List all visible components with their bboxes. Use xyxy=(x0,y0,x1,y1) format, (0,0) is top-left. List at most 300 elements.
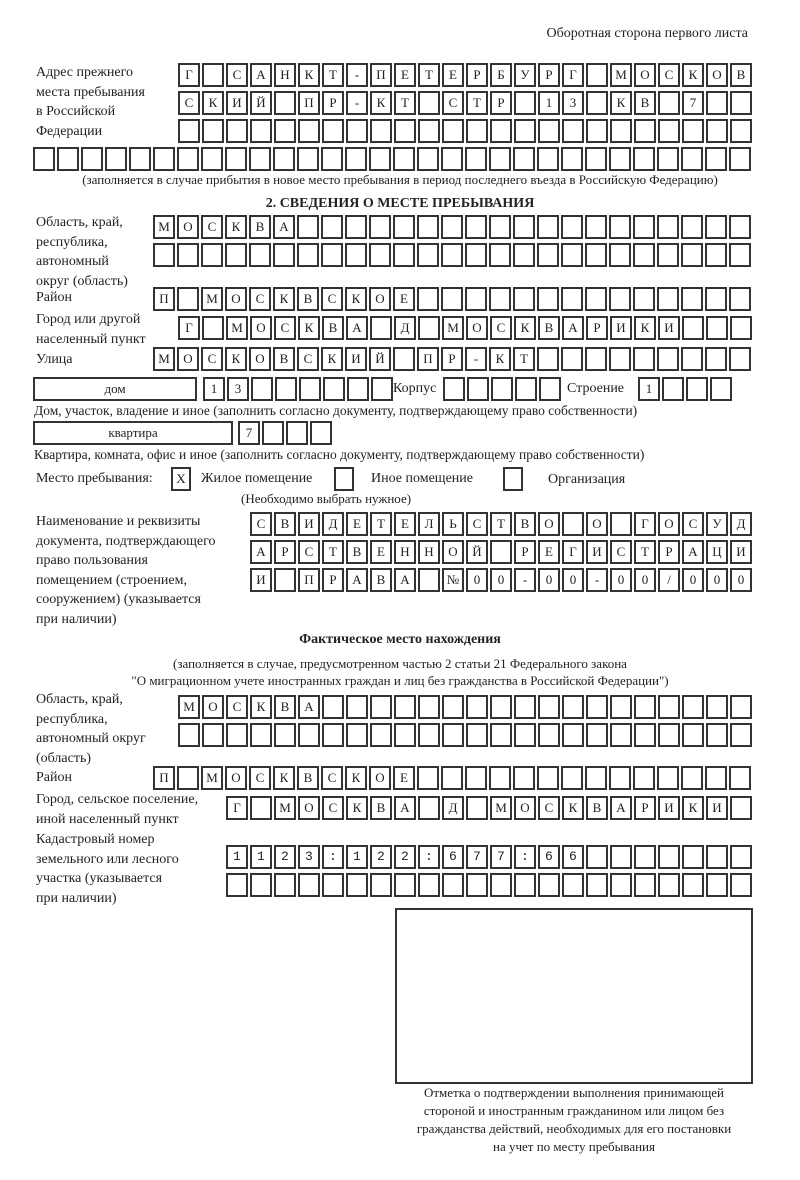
char-cell[interactable]: М xyxy=(226,316,248,340)
char-cell[interactable] xyxy=(177,287,199,311)
char-cell[interactable] xyxy=(299,377,321,401)
char-cell[interactable] xyxy=(634,119,656,143)
char-cell[interactable]: И xyxy=(226,91,248,115)
char-cell[interactable]: К xyxy=(273,287,295,311)
char-cell[interactable] xyxy=(274,119,296,143)
char-cell[interactable] xyxy=(585,147,607,171)
char-cell[interactable]: В xyxy=(322,316,344,340)
char-cell[interactable]: 0 xyxy=(730,568,752,592)
char-cell[interactable]: Г xyxy=(178,63,200,87)
char-cell[interactable]: А xyxy=(346,316,368,340)
char-cell[interactable]: С xyxy=(178,91,200,115)
char-cell[interactable] xyxy=(537,243,559,267)
char-cell[interactable] xyxy=(345,147,367,171)
char-cell[interactable]: И xyxy=(658,796,680,820)
char-cell[interactable] xyxy=(273,243,295,267)
char-cell[interactable] xyxy=(465,287,487,311)
char-cell[interactable]: 0 xyxy=(706,568,728,592)
char-cell[interactable]: Т xyxy=(513,347,535,371)
char-cell[interactable]: 1 xyxy=(203,377,225,401)
char-cell[interactable] xyxy=(561,215,583,239)
char-cell[interactable] xyxy=(226,723,248,747)
char-cell[interactable] xyxy=(609,147,631,171)
char-cell[interactable]: Н xyxy=(274,63,296,87)
char-cell[interactable] xyxy=(33,147,55,171)
char-cell[interactable]: П xyxy=(370,63,392,87)
char-cell[interactable]: О xyxy=(369,287,391,311)
char-cell[interactable] xyxy=(441,147,463,171)
char-cell[interactable] xyxy=(538,695,560,719)
char-cell[interactable] xyxy=(513,147,535,171)
char-cell[interactable]: П xyxy=(417,347,439,371)
char-cell[interactable]: О xyxy=(202,695,224,719)
char-cell[interactable]: С xyxy=(490,316,512,340)
char-cell[interactable]: А xyxy=(394,796,416,820)
char-cell[interactable] xyxy=(657,215,679,239)
char-cell[interactable]: Й xyxy=(466,540,488,564)
char-cell[interactable]: В xyxy=(297,766,319,790)
char-cell[interactable]: Е xyxy=(442,63,464,87)
char-cell[interactable] xyxy=(562,695,584,719)
char-cell[interactable]: 0 xyxy=(634,568,656,592)
char-cell[interactable] xyxy=(729,766,751,790)
char-cell[interactable] xyxy=(513,243,535,267)
char-cell[interactable] xyxy=(681,215,703,239)
char-cell[interactable]: О xyxy=(706,63,728,87)
char-cell[interactable]: О xyxy=(177,215,199,239)
char-cell[interactable] xyxy=(489,243,511,267)
char-cell[interactable]: Г xyxy=(562,540,584,564)
char-cell[interactable] xyxy=(202,119,224,143)
char-cell[interactable] xyxy=(489,215,511,239)
char-cell[interactable]: Д xyxy=(442,796,464,820)
char-cell[interactable]: О xyxy=(442,540,464,564)
char-cell[interactable]: А xyxy=(394,568,416,592)
char-cell[interactable]: К xyxy=(321,347,343,371)
char-cell[interactable]: К xyxy=(514,316,536,340)
char-cell[interactable]: О xyxy=(369,766,391,790)
char-cell[interactable] xyxy=(609,215,631,239)
char-cell[interactable] xyxy=(658,91,680,115)
char-cell[interactable]: И xyxy=(730,540,752,564)
char-cell[interactable] xyxy=(730,723,752,747)
char-cell[interactable] xyxy=(514,723,536,747)
char-cell[interactable] xyxy=(417,287,439,311)
char-cell[interactable] xyxy=(662,377,684,401)
char-cell[interactable] xyxy=(249,147,271,171)
char-cell[interactable] xyxy=(657,766,679,790)
char-cell[interactable]: Т xyxy=(490,512,512,536)
char-cell[interactable] xyxy=(686,377,708,401)
char-cell[interactable]: 0 xyxy=(490,568,512,592)
char-cell[interactable] xyxy=(586,63,608,87)
char-cell[interactable]: Г xyxy=(562,63,584,87)
char-cell[interactable]: К xyxy=(634,316,656,340)
char-cell[interactable]: А xyxy=(682,540,704,564)
char-cell[interactable] xyxy=(441,287,463,311)
char-cell[interactable]: Е xyxy=(394,63,416,87)
char-cell[interactable]: К xyxy=(346,796,368,820)
char-cell[interactable]: В xyxy=(249,215,271,239)
char-cell[interactable]: 3 xyxy=(227,377,249,401)
char-cell[interactable] xyxy=(539,377,561,401)
char-cell[interactable]: Ц xyxy=(706,540,728,564)
char-cell[interactable] xyxy=(298,119,320,143)
char-cell[interactable]: О xyxy=(298,796,320,820)
char-cell[interactable] xyxy=(346,119,368,143)
char-cell[interactable]: А xyxy=(298,695,320,719)
char-cell[interactable] xyxy=(346,723,368,747)
char-cell[interactable] xyxy=(609,287,631,311)
char-cell[interactable]: - xyxy=(586,568,608,592)
char-cell[interactable] xyxy=(443,377,465,401)
char-cell[interactable]: К xyxy=(298,316,320,340)
char-cell[interactable] xyxy=(657,347,679,371)
char-cell[interactable] xyxy=(225,243,247,267)
char-cell[interactable]: И xyxy=(298,512,320,536)
char-cell[interactable] xyxy=(202,63,224,87)
char-cell[interactable]: П xyxy=(298,91,320,115)
char-cell[interactable] xyxy=(297,215,319,239)
char-cell[interactable]: 0 xyxy=(562,568,584,592)
char-cell[interactable]: Р xyxy=(490,91,512,115)
char-cell[interactable]: С xyxy=(249,766,271,790)
char-cell[interactable] xyxy=(178,119,200,143)
char-cell[interactable] xyxy=(297,147,319,171)
char-cell[interactable] xyxy=(153,147,175,171)
char-cell[interactable]: К xyxy=(345,766,367,790)
char-cell[interactable]: С xyxy=(226,695,248,719)
flat-type-field[interactable]: квартира xyxy=(33,421,233,445)
char-cell[interactable]: Т xyxy=(370,512,392,536)
char-cell[interactable] xyxy=(658,695,680,719)
char-cell[interactable] xyxy=(586,91,608,115)
char-cell[interactable] xyxy=(610,723,632,747)
char-cell[interactable] xyxy=(321,215,343,239)
char-cell[interactable]: И xyxy=(658,316,680,340)
char-cell[interactable]: В xyxy=(346,540,368,564)
char-cell[interactable] xyxy=(586,723,608,747)
char-cell[interactable]: С xyxy=(249,287,271,311)
char-cell[interactable] xyxy=(730,316,752,340)
char-cell[interactable]: 0 xyxy=(466,568,488,592)
char-cell[interactable] xyxy=(297,243,319,267)
char-cell[interactable] xyxy=(710,377,732,401)
char-cell[interactable] xyxy=(562,723,584,747)
char-cell[interactable]: Р xyxy=(441,347,463,371)
char-cell[interactable]: Т xyxy=(418,63,440,87)
char-cell[interactable]: Ь xyxy=(442,512,464,536)
char-cell[interactable]: А xyxy=(610,796,632,820)
char-cell[interactable]: В xyxy=(538,316,560,340)
char-cell[interactable] xyxy=(370,695,392,719)
char-cell[interactable] xyxy=(681,243,703,267)
char-cell[interactable]: В xyxy=(370,568,392,592)
char-cell[interactable] xyxy=(274,723,296,747)
char-cell[interactable]: О xyxy=(225,766,247,790)
char-cell[interactable] xyxy=(514,119,536,143)
char-cell[interactable]: Д xyxy=(730,512,752,536)
char-cell[interactable]: - xyxy=(514,568,536,592)
char-cell[interactable]: А xyxy=(562,316,584,340)
char-cell[interactable] xyxy=(393,215,415,239)
char-cell[interactable]: А xyxy=(346,568,368,592)
char-cell[interactable] xyxy=(250,723,272,747)
char-cell[interactable] xyxy=(466,119,488,143)
char-cell[interactable]: О xyxy=(249,347,271,371)
char-cell[interactable]: О xyxy=(250,316,272,340)
char-cell[interactable] xyxy=(585,287,607,311)
char-cell[interactable] xyxy=(177,147,199,171)
char-cell[interactable]: 0 xyxy=(682,568,704,592)
char-cell[interactable]: В xyxy=(274,512,296,536)
char-cell[interactable] xyxy=(418,316,440,340)
char-cell[interactable]: С xyxy=(442,91,464,115)
char-cell[interactable]: М xyxy=(442,316,464,340)
char-cell[interactable]: Р xyxy=(634,796,656,820)
char-cell[interactable] xyxy=(274,568,296,592)
char-cell[interactable] xyxy=(201,147,223,171)
char-cell[interactable]: В xyxy=(274,695,296,719)
char-cell[interactable]: 7 xyxy=(238,421,260,445)
char-cell[interactable] xyxy=(705,766,727,790)
char-cell[interactable] xyxy=(730,91,752,115)
char-cell[interactable]: Д xyxy=(394,316,416,340)
char-cell[interactable]: С xyxy=(322,796,344,820)
char-cell[interactable]: С xyxy=(226,63,248,87)
char-cell[interactable] xyxy=(251,377,273,401)
char-cell[interactable]: К xyxy=(489,347,511,371)
char-cell[interactable]: И xyxy=(345,347,367,371)
char-cell[interactable] xyxy=(561,347,583,371)
char-cell[interactable] xyxy=(586,119,608,143)
char-cell[interactable] xyxy=(729,147,751,171)
char-cell[interactable] xyxy=(706,695,728,719)
char-cell[interactable]: Е xyxy=(393,287,415,311)
char-cell[interactable]: - xyxy=(346,63,368,87)
char-cell[interactable] xyxy=(513,287,535,311)
char-cell[interactable] xyxy=(633,287,655,311)
char-cell[interactable]: О xyxy=(225,287,247,311)
char-cell[interactable] xyxy=(609,766,631,790)
char-cell[interactable]: Н xyxy=(394,540,416,564)
char-cell[interactable]: В xyxy=(297,287,319,311)
char-cell[interactable] xyxy=(658,119,680,143)
char-cell[interactable] xyxy=(513,215,535,239)
char-cell[interactable] xyxy=(465,215,487,239)
char-cell[interactable] xyxy=(262,421,284,445)
char-cell[interactable] xyxy=(729,215,751,239)
char-cell[interactable]: № xyxy=(442,568,464,592)
char-cell[interactable] xyxy=(609,347,631,371)
char-cell[interactable] xyxy=(585,766,607,790)
char-cell[interactable]: - xyxy=(465,347,487,371)
char-cell[interactable]: М xyxy=(201,766,223,790)
char-cell[interactable] xyxy=(417,766,439,790)
char-cell[interactable]: Л xyxy=(418,512,440,536)
char-cell[interactable]: - xyxy=(346,91,368,115)
char-cell[interactable] xyxy=(370,316,392,340)
char-cell[interactable] xyxy=(729,347,751,371)
char-cell[interactable]: В xyxy=(730,63,752,87)
char-cell[interactable]: П xyxy=(153,287,175,311)
char-cell[interactable]: С xyxy=(321,766,343,790)
char-cell[interactable]: М xyxy=(178,695,200,719)
char-cell[interactable] xyxy=(202,723,224,747)
char-cell[interactable] xyxy=(310,421,332,445)
char-cell[interactable]: В xyxy=(634,91,656,115)
char-cell[interactable] xyxy=(489,147,511,171)
char-cell[interactable] xyxy=(273,147,295,171)
char-cell[interactable] xyxy=(682,723,704,747)
char-cell[interactable]: Р xyxy=(538,63,560,87)
char-cell[interactable]: О xyxy=(514,796,536,820)
char-cell[interactable] xyxy=(682,119,704,143)
char-cell[interactable] xyxy=(346,695,368,719)
char-cell[interactable]: С xyxy=(682,512,704,536)
char-cell[interactable] xyxy=(153,243,175,267)
char-cell[interactable] xyxy=(129,147,151,171)
char-cell[interactable]: М xyxy=(153,215,175,239)
char-cell[interactable] xyxy=(610,119,632,143)
char-cell[interactable]: К xyxy=(610,91,632,115)
char-cell[interactable] xyxy=(298,723,320,747)
char-cell[interactable] xyxy=(371,377,393,401)
char-cell[interactable] xyxy=(515,377,537,401)
char-cell[interactable]: И xyxy=(250,568,272,592)
char-cell[interactable]: К xyxy=(298,63,320,87)
char-cell[interactable]: С xyxy=(466,512,488,536)
char-cell[interactable] xyxy=(658,723,680,747)
char-cell[interactable]: Р xyxy=(322,91,344,115)
char-cell[interactable] xyxy=(442,119,464,143)
char-cell[interactable]: Е xyxy=(346,512,368,536)
char-cell[interactable] xyxy=(370,119,392,143)
char-cell[interactable]: / xyxy=(658,568,680,592)
char-cell[interactable] xyxy=(489,287,511,311)
char-cell[interactable] xyxy=(321,147,343,171)
char-cell[interactable] xyxy=(537,287,559,311)
char-cell[interactable]: Е xyxy=(394,512,416,536)
char-cell[interactable]: П xyxy=(298,568,320,592)
char-cell[interactable]: А xyxy=(250,540,272,564)
char-cell[interactable]: Т xyxy=(394,91,416,115)
char-cell[interactable] xyxy=(585,347,607,371)
char-cell[interactable] xyxy=(225,147,247,171)
char-cell[interactable] xyxy=(633,766,655,790)
char-cell[interactable] xyxy=(418,91,440,115)
char-cell[interactable] xyxy=(610,695,632,719)
char-cell[interactable]: В xyxy=(370,796,392,820)
char-cell[interactable] xyxy=(466,723,488,747)
char-cell[interactable]: Г xyxy=(226,796,248,820)
char-cell[interactable]: И xyxy=(586,540,608,564)
char-cell[interactable] xyxy=(467,377,489,401)
char-cell[interactable]: О xyxy=(586,512,608,536)
char-cell[interactable] xyxy=(178,723,200,747)
char-cell[interactable] xyxy=(370,723,392,747)
char-cell[interactable]: С xyxy=(274,316,296,340)
char-cell[interactable]: Р xyxy=(586,316,608,340)
char-cell[interactable] xyxy=(465,147,487,171)
char-cell[interactable]: О xyxy=(177,347,199,371)
char-cell[interactable] xyxy=(705,147,727,171)
char-cell[interactable] xyxy=(561,766,583,790)
char-cell[interactable] xyxy=(202,316,224,340)
char-cell[interactable]: У xyxy=(514,63,536,87)
house-type-field[interactable]: дом xyxy=(33,377,197,401)
char-cell[interactable] xyxy=(537,766,559,790)
char-cell[interactable] xyxy=(681,147,703,171)
char-cell[interactable] xyxy=(561,287,583,311)
char-cell[interactable]: П xyxy=(153,766,175,790)
char-cell[interactable]: 0 xyxy=(610,568,632,592)
char-cell[interactable]: С xyxy=(201,215,223,239)
char-cell[interactable]: Р xyxy=(658,540,680,564)
char-cell[interactable]: Т xyxy=(322,540,344,564)
char-cell[interactable] xyxy=(250,796,272,820)
char-cell[interactable] xyxy=(466,695,488,719)
char-cell[interactable]: К xyxy=(225,347,247,371)
char-cell[interactable]: Р xyxy=(466,63,488,87)
char-cell[interactable]: О xyxy=(634,63,656,87)
char-cell[interactable]: Г xyxy=(634,512,656,536)
char-cell[interactable] xyxy=(394,119,416,143)
char-cell[interactable]: И xyxy=(610,316,632,340)
char-cell[interactable]: К xyxy=(562,796,584,820)
char-cell[interactable] xyxy=(634,695,656,719)
char-cell[interactable]: К xyxy=(273,766,295,790)
char-cell[interactable] xyxy=(393,347,415,371)
char-cell[interactable]: С xyxy=(297,347,319,371)
char-cell[interactable]: М xyxy=(201,287,223,311)
char-cell[interactable] xyxy=(706,119,728,143)
char-cell[interactable] xyxy=(322,723,344,747)
char-cell[interactable] xyxy=(442,723,464,747)
char-cell[interactable]: 1 xyxy=(538,91,560,115)
char-cell[interactable] xyxy=(490,540,512,564)
char-cell[interactable]: О xyxy=(466,316,488,340)
char-cell[interactable] xyxy=(730,796,752,820)
char-cell[interactable] xyxy=(706,723,728,747)
char-cell[interactable]: Т xyxy=(322,63,344,87)
char-cell[interactable] xyxy=(490,695,512,719)
char-cell[interactable] xyxy=(706,316,728,340)
char-cell[interactable]: У xyxy=(706,512,728,536)
char-cell[interactable]: К xyxy=(345,287,367,311)
char-cell[interactable]: Н xyxy=(418,540,440,564)
char-cell[interactable] xyxy=(105,147,127,171)
char-cell[interactable] xyxy=(321,243,343,267)
char-cell[interactable] xyxy=(417,147,439,171)
char-cell[interactable] xyxy=(347,377,369,401)
char-cell[interactable] xyxy=(394,695,416,719)
char-cell[interactable] xyxy=(681,766,703,790)
char-cell[interactable] xyxy=(441,766,463,790)
char-cell[interactable] xyxy=(729,243,751,267)
char-cell[interactable] xyxy=(286,421,308,445)
char-cell[interactable] xyxy=(177,243,199,267)
char-cell[interactable]: 1 xyxy=(638,377,660,401)
char-cell[interactable] xyxy=(538,723,560,747)
stay-checkbox-organization[interactable] xyxy=(503,467,523,491)
char-cell[interactable] xyxy=(441,243,463,267)
char-cell[interactable] xyxy=(609,243,631,267)
char-cell[interactable] xyxy=(681,347,703,371)
char-cell[interactable] xyxy=(491,377,513,401)
char-cell[interactable] xyxy=(466,796,488,820)
char-cell[interactable] xyxy=(633,147,655,171)
